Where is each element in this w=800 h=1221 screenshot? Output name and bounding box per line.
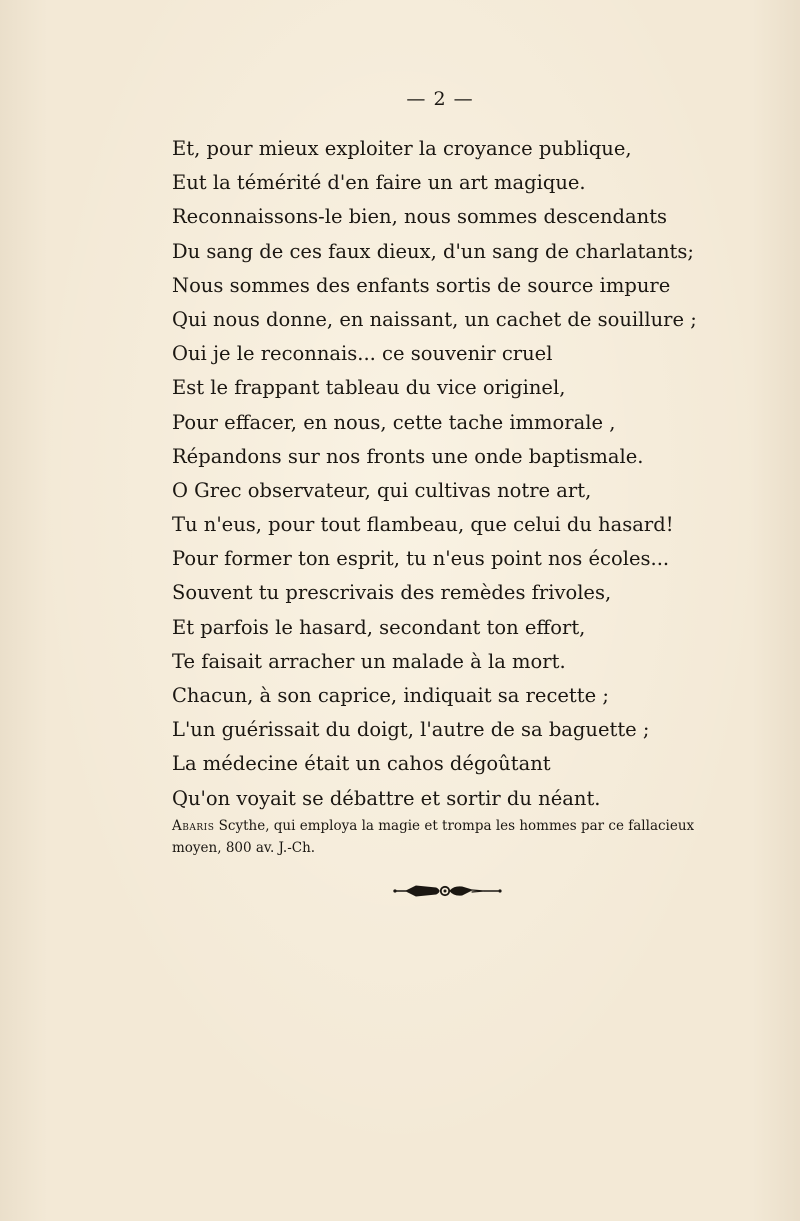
verse-line: Est le frappant tableau du vice originel, — [172, 376, 566, 400]
verse-line: Du sang de ces faux dieux, d'un sang de charlatants; — [172, 239, 694, 263]
verse-line: Tu n'eus, pour tout flambeau, que celui du hasard! — [172, 513, 674, 537]
verse-line: Eut la témérité d'en faire un art magique. — [172, 171, 586, 195]
page-number: — 2 — — [406, 88, 474, 110]
verse-line: Qui nous donne, en naissant, un cachet de souillure ; — [172, 307, 697, 331]
poem-verse — [172, 132, 697, 816]
verse-line: Pour former ton esprit, tu n'eus point nos écoles... — [172, 547, 670, 571]
verse-line: Te faisait arracher un malade à la mort. — [172, 649, 566, 673]
verse-line: Répandons sur nos fronts une onde baptismale. — [172, 444, 644, 468]
verse-line: Et parfois le hasard, secondant ton effort, — [172, 615, 586, 639]
verse-line: Qu'on voyait se débattre et sortir du néant. — [172, 786, 601, 810]
verse-line: Et, pour mieux exploiter la croyance publique, — [172, 137, 632, 160]
verse-line: Nous sommes des enfants sortis de source impure — [172, 273, 671, 297]
footnote-text: Scythe, qui employa la magie et trompa les hommes par ce fallacieux moyen, 800 av. J.-Ch. — [172, 818, 695, 856]
footnote-name: Abaris — [172, 818, 215, 834]
verse-line: Reconnaissons-le bien, nous sommes descendants — [172, 205, 668, 229]
verse-line: Souvent tu prescrivais des remèdes frivoles, — [172, 581, 612, 605]
verse-line: O Grec observateur, qui cultivas notre art, — [172, 478, 592, 502]
fleuron-icon — [392, 883, 504, 903]
footnote — [172, 815, 742, 859]
verse-line: Oui je le reconnais... ce souvenir cruel — [172, 342, 553, 366]
verse-line: La médecine était un cahos dégoûtant — [172, 752, 551, 776]
verse-line: Chacun, à son caprice, indiquait sa recette ; — [172, 684, 609, 707]
verse-line: Pour effacer, en nous, cette tache immorale , — [172, 410, 616, 434]
verse-line: L'un guérissait du doigt, l'autre de sa baguette ; — [172, 718, 650, 742]
